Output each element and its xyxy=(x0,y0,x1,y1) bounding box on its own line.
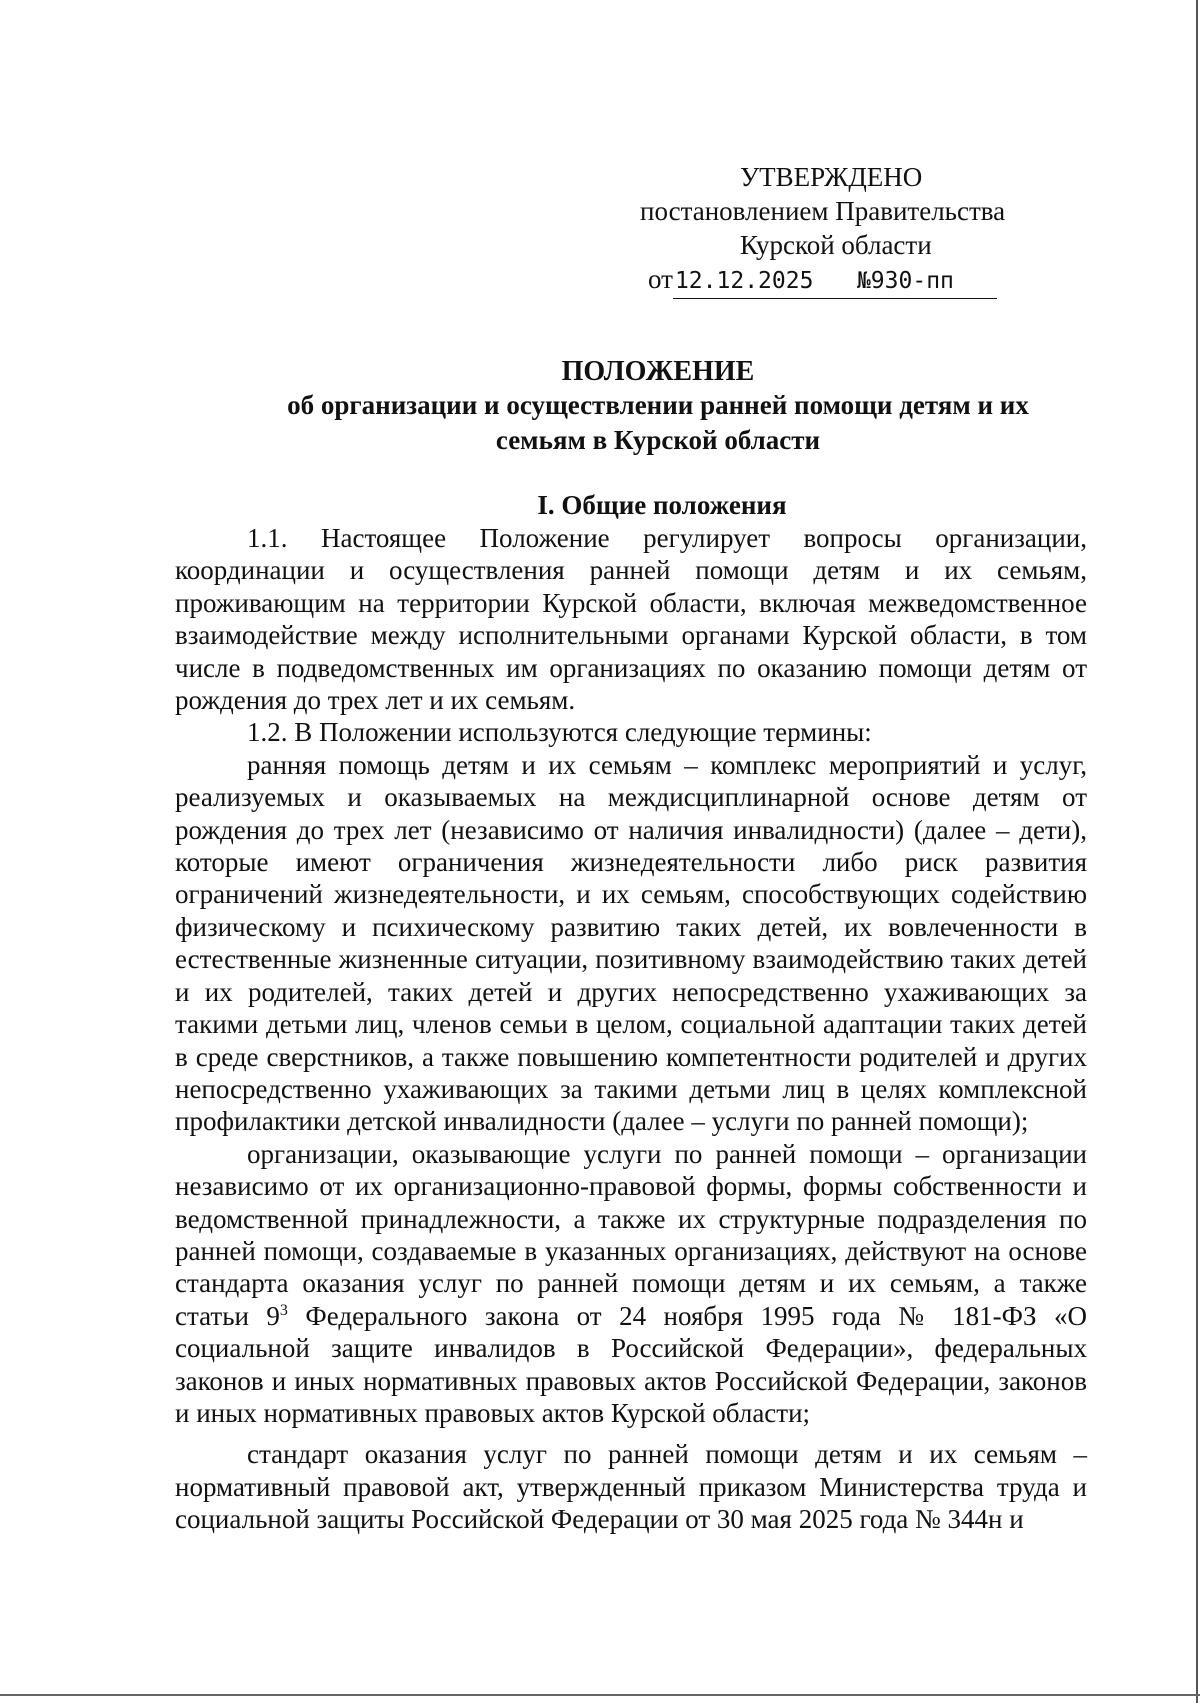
paragraph-term-organizations xyxy=(175,1138,1087,1430)
section-title: I. Общие положения xyxy=(537,490,787,520)
approval-region: Курской области xyxy=(740,230,932,260)
document-body xyxy=(175,522,1087,1536)
approval-date-number xyxy=(648,262,997,299)
approval-authority: постановлением Правительства xyxy=(640,196,1006,226)
approval-word: УТВЕРЖДЕНО xyxy=(740,162,923,192)
document-subtitle-line2: семьям в Курской области xyxy=(495,425,821,455)
paragraph-term-standard: стандарт оказания услуг по ранней помощи детям и их семьям – нормативный правовой акт, утвержденный приказом Министерства труда и социальной защиты Российской Федерации от 30 мая 2025 года № 344н и xyxy=(175,1439,1087,1535)
document-title: ПОЛОЖЕНИЕ xyxy=(561,356,755,387)
approval-from-label: от xyxy=(648,264,673,294)
scan-edge-bottom xyxy=(0,1694,1200,1696)
article-superscript: 3 xyxy=(279,1301,288,1319)
paragraph-1-2: 1.2. В Положении используются следующие термины: xyxy=(247,717,872,748)
approval-number: №930-пп xyxy=(857,264,997,299)
scan-edge-right xyxy=(1196,0,1198,1703)
paragraph-term-organizations-part1: организации, оказывающие услуги по ранней помощи – организации независимо от их организационно-правовой формы, формы собственности и ведомственной принадлежности, а также их структурные подразделения по ранней помощи, создаваемые в указанных организациях, действуют на основе стандарта оказания услуг по ранней помощи детям и их семьям, а также статьи 9 xyxy=(175,1138,1087,1331)
paragraph-term-early-help: ранняя помощь детям и их семьям – комплекс мероприятий и услуг, реализуемых и оказываемых на междисциплинарной основе детям от рождения до трех лет (независимо от наличия инвалидности) (далее – дети), которые имеют ограничения жизнедеятельности либо риск развития ограничений жизнедеятельности, и их семьям, способствующих содействию физическому и психическому развитию таких детей, их вовлеченности в естественные жизненные ситуации, позитивному взаимодействию таких детей и их родителей, таких детей и других непосредственно ухаживающих за такими детьми лиц, членов семьи в целом, социальной адаптации таких детей в среде сверстников, а также повышению компетентности родителей и других непосредственно ухаживающих за такими детьми лиц в целях комплексной профилактики детской инвалидности (далее – услуги по ранней помощи); xyxy=(175,749,1087,1137)
document-subtitle-line1: об организации и осуществлении ранней помощи детям и их xyxy=(287,390,1029,420)
approval-date: 12.12.2025 xyxy=(673,264,857,299)
paragraph-term-organizations-part2: Федерального закона от 24 ноября 1995 года № 181-ФЗ «О социальной защите инвалидов в Российской Федерации», федеральных законов и иных нормативных правовых актов Российской Федерации, законов и иных нормативных правовых актов Курской области; xyxy=(175,1300,1087,1428)
paragraph-1-1: 1.1. Настоящее Положение регулирует вопросы организации, координации и осуществления ранней помощи детям и их семьям, проживающим на территории Курской области, включая межведомственное взаимодействие между исполнительными органами Курской области, в том числе в подведомственных им организациях по оказанию помощи детям от рождения до трех лет и их семьям. xyxy=(175,523,1087,716)
